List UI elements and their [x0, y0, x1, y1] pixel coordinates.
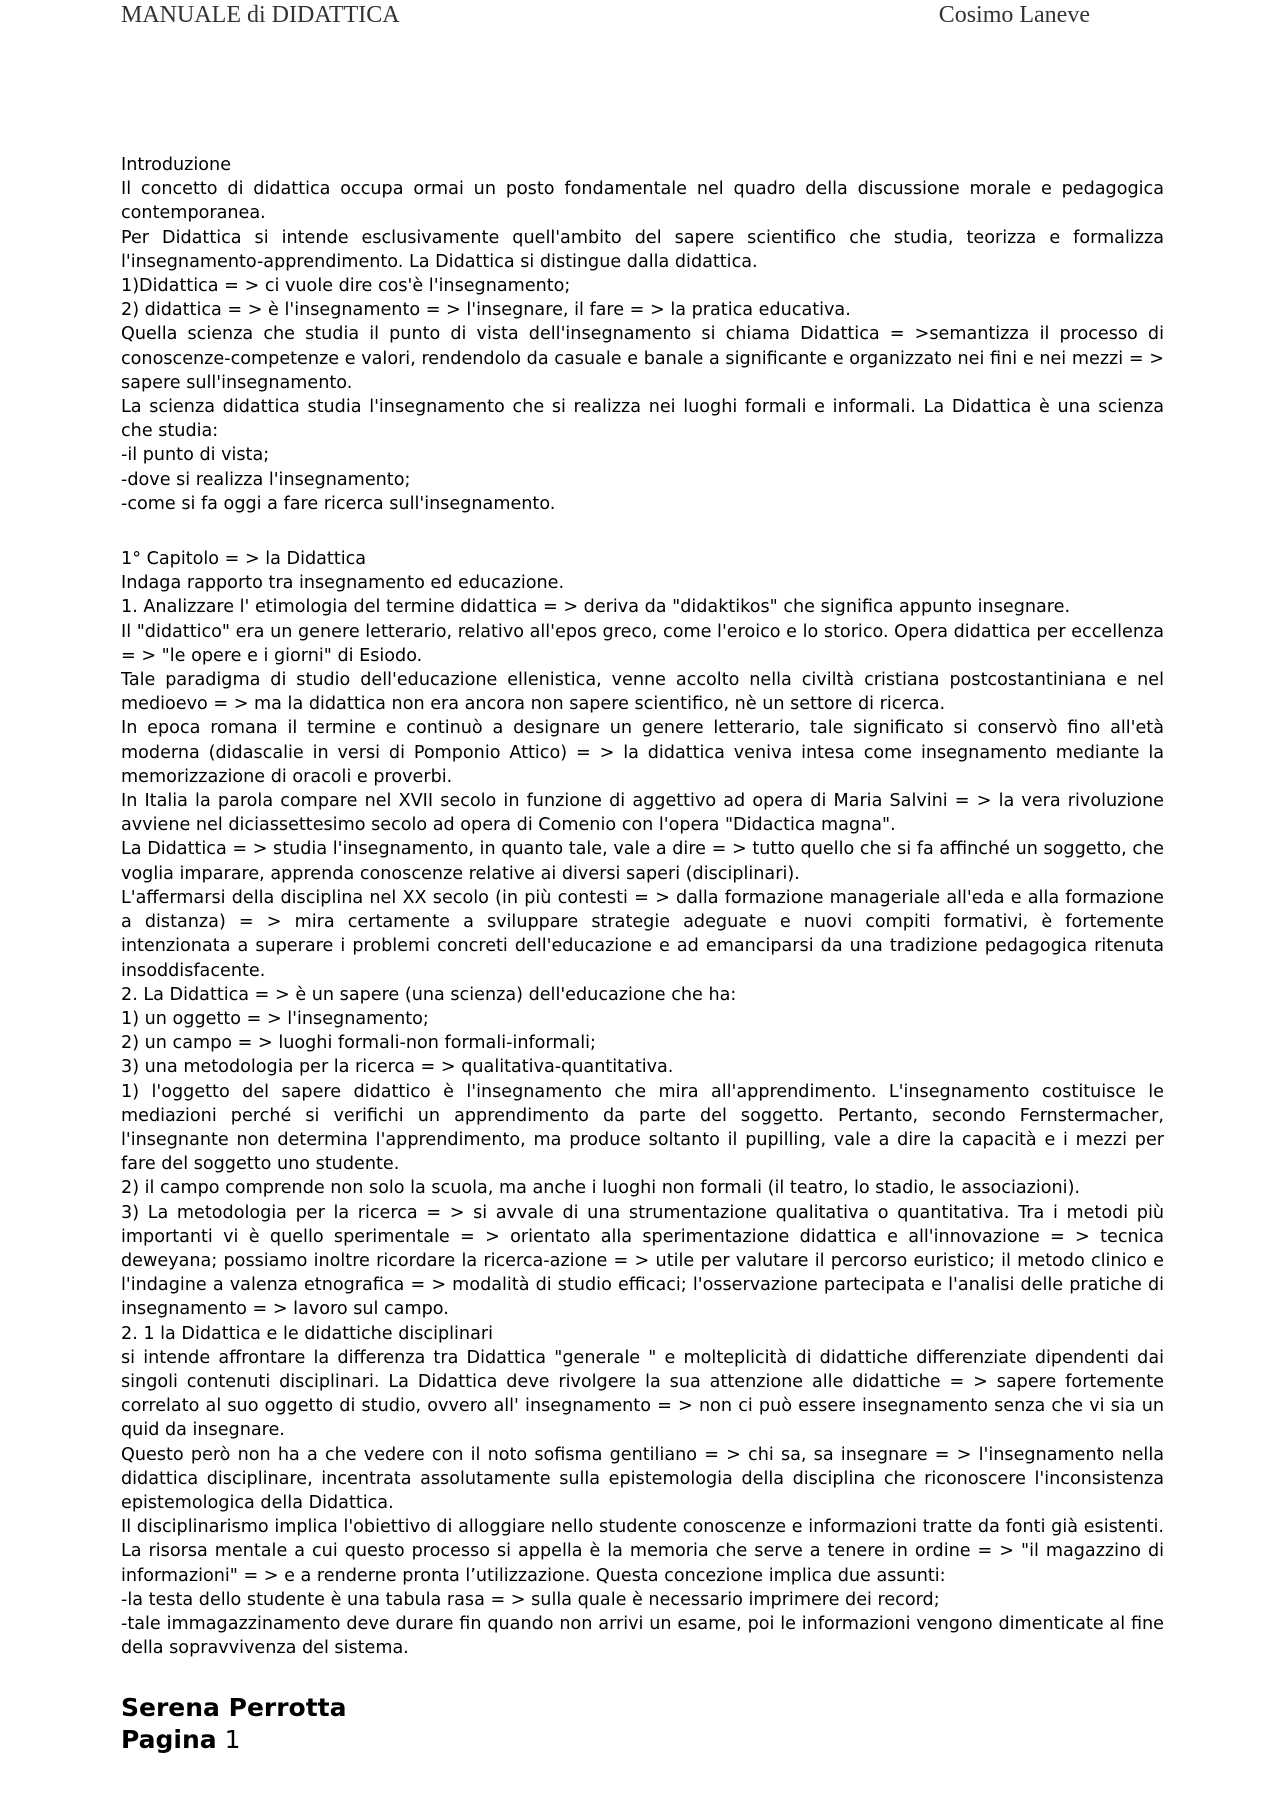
list-item: -come si fa oggi a fare ricerca sull'insegnamento. — [121, 493, 556, 514]
list-item: 1)Didattica = > ci vuole dire cos'è l'insegnamento; — [121, 276, 571, 297]
paragraph: si intende affrontare la differenza tra Didattica "generale " e molteplicità di didattiche differenziate dipendenti dai singoli contenuti disciplinari. La Didattica deve rivolgere la sua attenzione alle didattiche = > sapere fortemente correlato al suo oggetto di studio, ovvero all' insegnamento = > non ci può essere insegnamento senza che vi sia un quid da insegnare. — [121, 1347, 1164, 1441]
page-footer — [121, 1692, 347, 1756]
paragraph: La scienza didattica studia l'insegnamento che si realizza nei luoghi formali e informali. La Didattica è una scienza che studia: — [121, 397, 1164, 442]
list-item: -il punto di vista; — [121, 445, 270, 466]
document-body — [121, 153, 1164, 1660]
page-number-line — [121, 1724, 347, 1756]
list-item: 2) un campo = > luoghi formali-non formali-informali; — [121, 1033, 596, 1054]
paragraph: Il concetto di didattica occupa ormai un posto fondamentale nel quadro della discussione morale e pedagogica contemporanea. — [121, 179, 1164, 224]
page-header — [121, 2, 1090, 29]
footer-author: Serena Perrotta — [121, 1693, 347, 1722]
paragraph: Quella scienza che studia il punto di vista dell'insegnamento si chiama Didattica = >semantizza il processo di conoscenze-competenze e valori, rendendolo da casuale e banale a significante e organizzato nei fini e nei mezzi = > sapere sull'insegnamento. — [121, 324, 1164, 393]
paragraph: Per Didattica si intende esclusivamente quell'ambito del sapere scientifico che studia, teorizza e formalizza l'insegnamento-apprendimento. La Didattica si distingue dalla didattica. — [121, 227, 1164, 272]
paragraph: 1. Analizzare l' etimologia del termine didattica = > deriva da "didaktikos" che significa appunto insegnare. — [121, 597, 1071, 618]
paragraph: 3) La metodologia per la ricerca = > si avvale di una strumentazione qualitativa o quantitativa. Tra i metodi più importanti vi è quello sperimentale = > orientato alla sperimentazione didattica e all'innovazione = > tecnica deweyana; possiamo inoltre ricordare la ricerca-azione = > utile per valutare il percorso euristico; il metodo clinico e l'indagine a valenza etnografica = > modalità di studio efficaci; l'osservazione partecipata e l'analisi delle pratiche di insegnamento = > lavoro sul campo. — [121, 1202, 1164, 1320]
list-item: 3) una metodologia per la ricerca = > qualitativa-quantitativa. — [121, 1057, 674, 1078]
page-label: Pagina — [121, 1725, 217, 1754]
paragraph: Questo però non ha a che vedere con il noto sofisma gentiliano = > chi sa, sa insegnare = > l'insegnamento nella didattica disciplinare, incentrata assolutamente sulla epistemologia della disciplina che riconoscere l'inconsistenza epistemologica della Didattica. — [121, 1444, 1164, 1513]
header-title: MANUALE di DIDATTICA — [121, 2, 400, 28]
paragraph: La Didattica = > studia l'insegnamento, in quanto tale, vale a dire = > tutto quello che si fa affinché un soggetto, che voglia imparare, apprenda conoscenze relative ai diversi saperi (disciplinari). — [121, 839, 1164, 884]
section-heading-introduzione: Introduzione — [121, 155, 232, 175]
page-number: 1 — [224, 1725, 241, 1754]
list-item: -la testa dello studente è una tabula rasa = > sulla quale è necessario imprimere dei record; — [121, 1589, 940, 1610]
paragraph: Indaga rapporto tra insegnamento ed educazione. — [121, 573, 565, 594]
paragraph: 1) l'oggetto del sapere didattico è l'insegnamento che mira all'apprendimento. L'insegnamento costituisce le mediazioni perché si verifichi un apprendimento da parte del soggetto. Pertanto, secondo Fernstermacher, l'insegnante non determina l'apprendimento, ma produce soltanto il pupilling, vale a dire la capacità e i mezzi per fare del soggetto uno studente. — [121, 1081, 1164, 1175]
list-item: -dove si realizza l'insegnamento; — [121, 469, 411, 490]
header-author: Cosimo Laneve — [938, 2, 1090, 28]
blank-line — [121, 516, 1164, 547]
paragraph: Tale paradigma di studio dell'educazione ellenistica, venne accolto nella civiltà cristiana postcostantiniana e nel medioevo = > ma la didattica non era ancora non sapere scientifico, nè un settore di ricerca. — [121, 670, 1164, 715]
paragraph: Il disciplinarismo implica l'obiettivo di alloggiare nello studente conoscenze e informazioni tratte da fonti già esistenti. La risorsa mentale a cui questo processo si appella è la memoria che serve a tenere in ordine = > "il magazzino di informazioni" = > e a renderne pronta l’utilizzazione. Questa concezione implica due assunti: — [121, 1517, 1164, 1586]
paragraph: L'affermarsi della disciplina nel XX secolo (in più contesti = > dalla formazione manageriale all'eda e alla formazione a distanza) = > mira certamente a sviluppare strategie adeguate e nuovi compiti formativi, è fortemente intenzionata a superare i problemi concreti dell'educazione e ad emanciparsi da una tradizione pedagogica ritenuta insoddisfacente. — [121, 887, 1164, 981]
paragraph: In epoca romana il termine e continuò a designare un genere letterario, tale significato si conservò fino all'età moderna (didascalie in versi di Pomponio Attico) = > la didattica veniva intesa come insegnamento mediante la memorizzazione di oracoli e proverbi. — [121, 718, 1164, 787]
list-item: 2) didattica = > è l'insegnamento = > l'insegnare, il fare = > la pratica educativa. — [121, 300, 851, 321]
chapter-heading: 1° Capitolo = > la Didattica — [121, 549, 367, 570]
section-heading: 2. 1 la Didattica e le didattiche disciplinari — [121, 1323, 493, 1344]
paragraph: 2) il campo comprende non solo la scuola, ma anche i luoghi non formali (il teatro, lo stadio, le associazioni). — [121, 1178, 1081, 1199]
paragraph: In Italia la parola compare nel XVII secolo in funzione di aggettivo ad opera di Maria Salvini = > la vera rivoluzione avviene nel diciassettesimo secolo ad opera di Comenio con l'opera "Didactica magna". — [121, 791, 1164, 836]
paragraph: Il "didattico" era un genere letterario, relativo all'epos greco, come l'eroico e lo storico. Opera didattica per eccellenza = > "le opere e i giorni" di Esiodo. — [121, 621, 1164, 666]
list-item: -tale immagazzinamento deve durare fin quando non arrivi un esame, poi le informazioni vengono dimenticate al fine della sopravvivenza del sistema. — [121, 1613, 1164, 1659]
list-item: 1) un oggetto = > l'insegnamento; — [121, 1008, 429, 1029]
paragraph: 2. La Didattica = > è un sapere (una scienza) dell'educazione che ha: — [121, 984, 737, 1005]
